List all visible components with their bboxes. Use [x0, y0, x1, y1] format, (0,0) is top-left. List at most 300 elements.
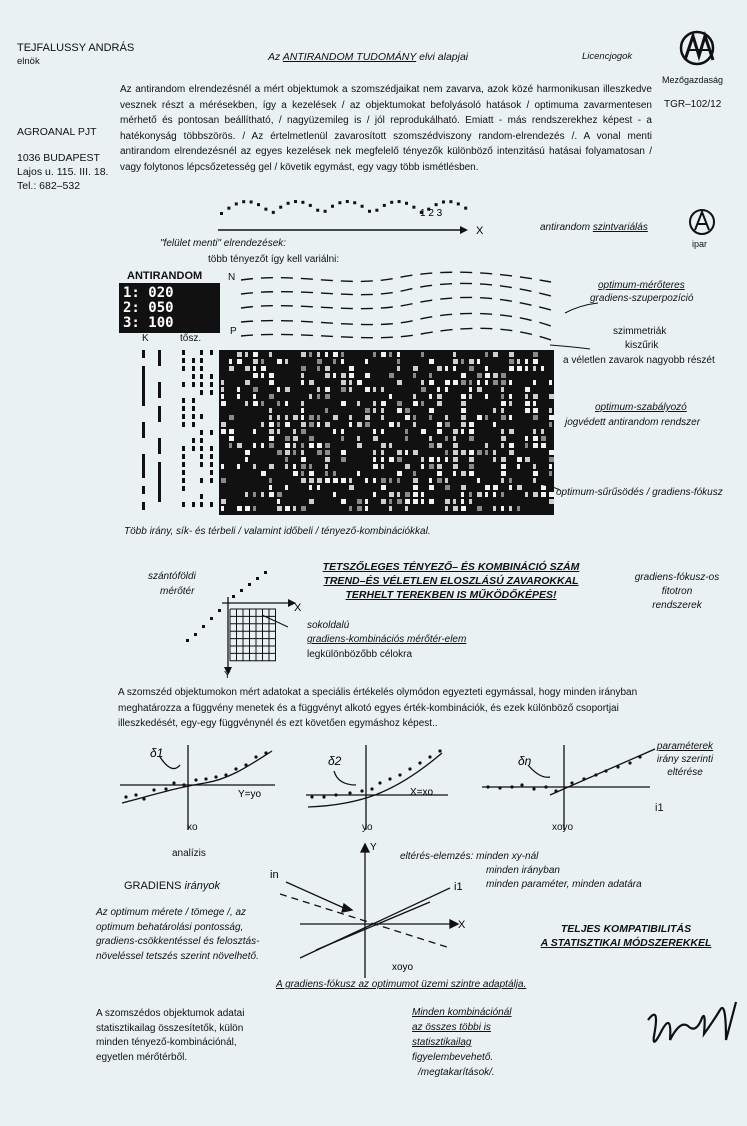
field-cell: [365, 499, 368, 504]
field-cell: [501, 415, 506, 420]
graph-point: [398, 773, 401, 776]
display-line-3: 3: 100: [123, 315, 174, 331]
graph-point: [182, 783, 185, 786]
field-cell: [301, 366, 306, 371]
field-cell: [389, 457, 394, 462]
field-cell: [253, 394, 256, 399]
k-label: K: [142, 333, 149, 344]
graph-point: [520, 783, 523, 786]
field-cell: [269, 415, 272, 420]
field-cell: [221, 422, 226, 427]
grid-dot: [232, 595, 235, 598]
field-cell: [445, 506, 448, 511]
aggregation-note: A szomszédos objektumok adatai statisztikailag összesítetők, külön minden tényező-kombinációnál, egyetlen mérőtérből.: [96, 1008, 245, 1063]
graph-point: [134, 793, 137, 796]
field-cell: [397, 471, 402, 476]
signature-icon: [640, 990, 740, 1060]
field-cell: [301, 478, 306, 483]
field-cell: [469, 436, 474, 441]
field-cell: [221, 464, 224, 469]
strip-mark: [142, 430, 145, 438]
field-cell: [397, 457, 402, 462]
field-cell: [469, 492, 472, 497]
field-cell: [221, 387, 224, 392]
field-cell: [221, 429, 226, 434]
field-cell: [437, 443, 442, 448]
strip-mark: [158, 446, 161, 454]
strip-mark: [192, 446, 195, 451]
strip-mark: [200, 494, 203, 499]
field-cell: [245, 506, 250, 511]
field-cell: [437, 471, 442, 476]
field-cell: [293, 436, 298, 441]
field-cell: [493, 492, 496, 497]
field-cell: [269, 394, 274, 399]
field-cell: [461, 471, 466, 476]
linear-dot: [324, 210, 327, 213]
linear-dot: [264, 208, 267, 211]
field-cell: [277, 387, 280, 392]
field-cell: [309, 471, 314, 476]
graph-point: [224, 773, 227, 776]
field-cell: [477, 492, 482, 497]
surface-sub-label: több tényezőt így kell variálni:: [208, 254, 340, 265]
gradient-focus-caption: A gradiens-fókusz az optimumot üzemi szintre adaptálja.: [276, 979, 527, 990]
field-cell: [413, 471, 416, 476]
field-cell: [253, 366, 256, 371]
field-cell: [485, 352, 488, 357]
field-cell: [317, 450, 322, 455]
field-cell: [381, 387, 384, 392]
graph-point: [604, 769, 607, 772]
field-cell: [397, 366, 400, 371]
grad-in-label: in: [270, 869, 279, 881]
field-cell: [277, 415, 280, 420]
strip-mark: [210, 478, 213, 483]
field-cell: [381, 401, 386, 406]
g3-origin-label: xoyo: [552, 822, 574, 833]
field-cell: [341, 359, 344, 364]
ann-opt-surusodes: optimum-sűrűsödés / gradiens-fókusz: [556, 487, 723, 498]
linear-dot: [361, 205, 364, 208]
field-cell: [485, 492, 488, 497]
field-cell: [285, 485, 288, 490]
field-cell: [285, 436, 290, 441]
field-cell: [301, 422, 306, 427]
field-cell: [325, 443, 330, 448]
strip-mark: [182, 414, 185, 419]
field-cell: [381, 485, 386, 490]
field-cell: [397, 401, 402, 406]
field-cell: [453, 464, 458, 469]
field-cell: [301, 401, 304, 406]
field-cell: [253, 373, 258, 378]
field-cell: [253, 352, 258, 357]
field-cell: [309, 380, 314, 385]
field-cell: [389, 422, 394, 427]
field-cell: [501, 373, 506, 378]
ipar-label: ipar: [692, 239, 708, 249]
field-cell: [501, 506, 504, 511]
field-cell: [453, 436, 456, 441]
annotation-pointers: [520, 285, 600, 505]
field-cell: [365, 422, 370, 427]
field-cell: [509, 506, 512, 511]
strip-mark: [210, 382, 213, 387]
field-cell: [373, 352, 376, 357]
field-cell: [373, 464, 378, 469]
field-cell: [237, 387, 240, 392]
strip-mark: [142, 502, 145, 510]
field-cell: [325, 366, 330, 371]
graph-point: [194, 778, 197, 781]
linear-dot: [442, 200, 445, 203]
field-cell: [509, 478, 512, 483]
graph-point: [408, 767, 411, 770]
field-cell: [453, 450, 458, 455]
linear-dot: [464, 207, 467, 210]
linear-dot: [272, 211, 275, 214]
neighbor-paragraph: A szomszéd objektumokon mért adatokat a speciális értékelés olymódon egyezteti egymással, hogy minden irányban meghatározza a függvény menetek és a függvényt alkotó egyes érték-kombinációk, és ezek különböző csoportjai illeszkedését, egy-egy függvénynél és ezt követően egymáshoz képest..: [118, 687, 638, 729]
linear-dot: [368, 210, 371, 213]
field-cell: [349, 387, 352, 392]
strip-mark: [200, 358, 203, 363]
field-cell: [341, 352, 344, 357]
strip-mark: [182, 454, 185, 459]
strip-mark: [158, 414, 161, 422]
strip-mark: [210, 446, 213, 451]
graph-point: [204, 777, 207, 780]
strip-mark: [158, 358, 161, 366]
ann-jogvedett: jogvédett antirandom rendszer: [565, 417, 701, 428]
linear-dot: [227, 207, 230, 210]
field-cell: [461, 499, 464, 504]
field-cell: [341, 429, 344, 434]
field-cell: [517, 506, 520, 511]
address-line-1: 1036 BUDAPEST: [17, 152, 100, 164]
strip-mark: [182, 462, 185, 467]
field-cell: [485, 415, 488, 420]
graph-point: [570, 781, 573, 784]
field-cell: [461, 408, 466, 413]
field-cell: [381, 352, 386, 357]
field-cell: [237, 359, 242, 364]
field-cell: [485, 443, 488, 448]
field-cell: [221, 380, 224, 385]
field-cell: [413, 422, 416, 427]
grid-x-label: X: [294, 602, 302, 614]
field-cell: [285, 415, 288, 420]
field-cell: [333, 359, 336, 364]
strip-mark: [200, 462, 203, 467]
strip-mark: [158, 438, 161, 446]
org-right-label: Mezőgazdaság: [662, 75, 724, 85]
field-cell: [229, 429, 234, 434]
field-cell: [429, 359, 434, 364]
linear-dot: [346, 200, 349, 203]
field-cell: [341, 380, 346, 385]
field-cell: [445, 450, 448, 455]
grad-x-label: X: [458, 919, 466, 931]
field-cell: [357, 380, 362, 385]
field-cell: [269, 436, 274, 441]
field-cell: [269, 408, 272, 413]
field-cell: [429, 394, 432, 399]
strip-mark: [210, 462, 213, 467]
field-cell: [501, 387, 504, 392]
field-cell: [493, 380, 498, 385]
field-cell: [357, 506, 362, 511]
field-cell: [285, 464, 288, 469]
field-cell: [429, 380, 434, 385]
field-cell: [501, 443, 504, 448]
field-cell: [373, 492, 376, 497]
strip-mark: [142, 382, 145, 390]
linear-dot: [449, 200, 452, 203]
field-cell: [429, 464, 434, 469]
strip-mark: [200, 382, 203, 387]
field-cell: [469, 471, 474, 476]
field-cell: [493, 506, 496, 511]
field-cell: [397, 408, 402, 413]
field-cell: [293, 450, 296, 455]
strip-mark: [142, 350, 145, 358]
linear-nums: 1 2 3: [420, 208, 443, 219]
linear-dot: [331, 205, 334, 208]
field-cell: [253, 401, 258, 406]
field-cell: [221, 478, 226, 483]
field-cell: [309, 485, 312, 490]
field-cell: [301, 450, 304, 455]
field-cell: [317, 422, 320, 427]
field-cell: [509, 485, 512, 490]
field-cell: [397, 352, 400, 357]
field-cell: [261, 443, 264, 448]
field-cell: [325, 387, 330, 392]
field-cell: [269, 464, 274, 469]
field-cell: [309, 415, 314, 420]
field-cell: [357, 471, 360, 476]
field-cell: [397, 499, 402, 504]
field-cell: [325, 394, 330, 399]
grid-dot: [264, 571, 267, 574]
field-cell: [405, 429, 408, 434]
linear-dot: [257, 203, 260, 206]
strip-mark: [142, 462, 145, 470]
legkulonbozobb-label: legkülönbözőbb célokra: [307, 649, 413, 660]
field-cell: [509, 401, 512, 406]
field-cell: [477, 415, 482, 420]
field-cell: [469, 394, 472, 399]
field-cell: [453, 457, 458, 462]
linear-dot: [338, 201, 341, 204]
strip-mark: [182, 446, 185, 451]
graph-point: [360, 789, 363, 792]
param-note: paraméterek irány szerinti eltérése: [656, 741, 714, 778]
fitotron-note: gradiens-fókusz-os fitotron rendszerek: [634, 572, 720, 611]
field-cell: [349, 478, 352, 483]
field-cell: [453, 352, 456, 357]
field-cell: [229, 359, 232, 364]
gradiens-elem-label: gradiens-kombinációs mérőtér-elem: [307, 634, 467, 645]
field-cell: [389, 499, 392, 504]
field-cell: [317, 478, 322, 483]
field-cell: [341, 401, 346, 406]
field-cell: [397, 380, 402, 385]
field-cell: [237, 394, 240, 399]
linear-dot: [316, 209, 319, 212]
field-cell: [469, 359, 474, 364]
field-cell: [341, 478, 346, 483]
strip-mark: [200, 350, 203, 355]
field-cell: [245, 380, 250, 385]
field-cell: [501, 464, 506, 469]
field-cell: [461, 401, 466, 406]
grid-y-label: Y: [224, 670, 231, 681]
counter-display: [119, 283, 220, 333]
field-cell: [461, 450, 466, 455]
strip-mark: [210, 454, 213, 459]
field-cell: [325, 471, 328, 476]
strip-mark: [200, 502, 203, 507]
field-cell: [405, 464, 410, 469]
field-cell: [405, 499, 410, 504]
strip-mark: [182, 398, 185, 403]
field-cell: [469, 450, 474, 455]
field-cell: [277, 506, 282, 511]
linear-dot: [250, 200, 253, 203]
field-cell: [325, 450, 330, 455]
field-cell: [509, 352, 514, 357]
field-cell: [349, 415, 352, 420]
field-cell: [285, 359, 288, 364]
field-cell: [317, 352, 320, 357]
field-cell: [325, 478, 330, 483]
strip-mark: [142, 390, 145, 398]
field-cell: [501, 408, 504, 413]
field-cell: [365, 408, 370, 413]
field-cell: [437, 422, 442, 427]
field-cell: [421, 387, 426, 392]
field-cell: [437, 387, 440, 392]
field-cell: [469, 464, 474, 469]
field-cell: [309, 422, 314, 427]
field-cell: [389, 352, 392, 357]
field-cell: [277, 429, 280, 434]
field-cell: [245, 401, 248, 406]
field-cell: [301, 471, 304, 476]
field-cell: [317, 443, 322, 448]
field-cell: [493, 485, 498, 490]
graph-point: [510, 785, 513, 788]
field-cell: [277, 359, 282, 364]
graph-point: [418, 761, 421, 764]
compatibility-note: TELJES KOMPATIBILITÁS A STATISZTIKAI MÓDSZEREKKEL: [540, 923, 712, 949]
page-title: Az ANTIRANDOM TUDOMÁNY elvi alapjai: [268, 51, 469, 63]
field-cell: [317, 485, 320, 490]
field-cell: [373, 401, 376, 406]
author-name: TEJFALUSSY ANDRÁS: [17, 42, 135, 54]
field-cell: [421, 464, 424, 469]
strip-mark: [158, 478, 161, 486]
field-cell: [485, 485, 490, 490]
strip-mark: [210, 502, 213, 507]
field-cell: [437, 366, 442, 371]
grad-origin-label: xoyo: [392, 962, 414, 973]
field-cell: [333, 478, 338, 483]
linear-dot: [398, 200, 401, 203]
field-cell: [469, 387, 472, 392]
field-cell: [381, 443, 386, 448]
field-cell: [509, 415, 512, 420]
analizis-label: analízis: [172, 848, 206, 859]
field-cell: [309, 436, 314, 441]
field-cell: [477, 478, 480, 483]
field-cell: [485, 394, 488, 399]
field-grid-diagram: [170, 565, 310, 680]
strip-mark: [142, 366, 145, 374]
field-cell: [413, 499, 418, 504]
field-cell: [461, 492, 464, 497]
g1-eq: Y=yo: [238, 789, 262, 800]
field-cell: [421, 492, 424, 497]
field-cell: [261, 373, 264, 378]
field-cell: [261, 366, 266, 371]
field-cell: [429, 408, 434, 413]
field-cell: [397, 492, 400, 497]
field-cell: [405, 415, 410, 420]
combination-note: Minden kombinációnál az összes többi is statisztikailag figyelembevehető. /megtakarítások/.: [412, 1007, 512, 1078]
field-cell: [373, 436, 378, 441]
field-cell: [301, 415, 304, 420]
g2-y-label: yo: [362, 822, 373, 833]
linear-dot: [435, 203, 438, 206]
ann-kiszurik: kiszűrik: [625, 340, 659, 351]
strip-mark: [210, 374, 213, 379]
field-cell: [501, 457, 506, 462]
field-cell: [309, 478, 314, 483]
graph-point: [164, 787, 167, 790]
field-cell: [437, 457, 440, 462]
document-code: TGR–102/12: [664, 99, 722, 110]
field-cell: [269, 422, 274, 427]
field-cell: [381, 408, 384, 413]
grid-dot: [186, 639, 189, 642]
field-cell: [349, 373, 354, 378]
field-cell: [429, 436, 432, 441]
field-cell: [373, 457, 376, 462]
field-cell: [357, 499, 362, 504]
field-cell: [445, 380, 450, 385]
field-cell: [389, 443, 392, 448]
field-cell: [285, 443, 290, 448]
field-cell: [357, 436, 360, 441]
strip-mark: [210, 470, 213, 475]
field-cell: [477, 380, 480, 385]
graph-point: [310, 795, 313, 798]
field-cell: [405, 450, 408, 455]
field-cell: [325, 408, 328, 413]
strip-mark: [210, 390, 213, 395]
field-cell: [253, 429, 256, 434]
field-cell: [245, 450, 250, 455]
field-cell: [357, 443, 362, 448]
field-cell: [293, 443, 296, 448]
graph-point: [214, 775, 217, 778]
ipar-logo-icon: [686, 208, 718, 238]
strip-mark: [192, 406, 195, 411]
field-cell: [485, 450, 488, 455]
